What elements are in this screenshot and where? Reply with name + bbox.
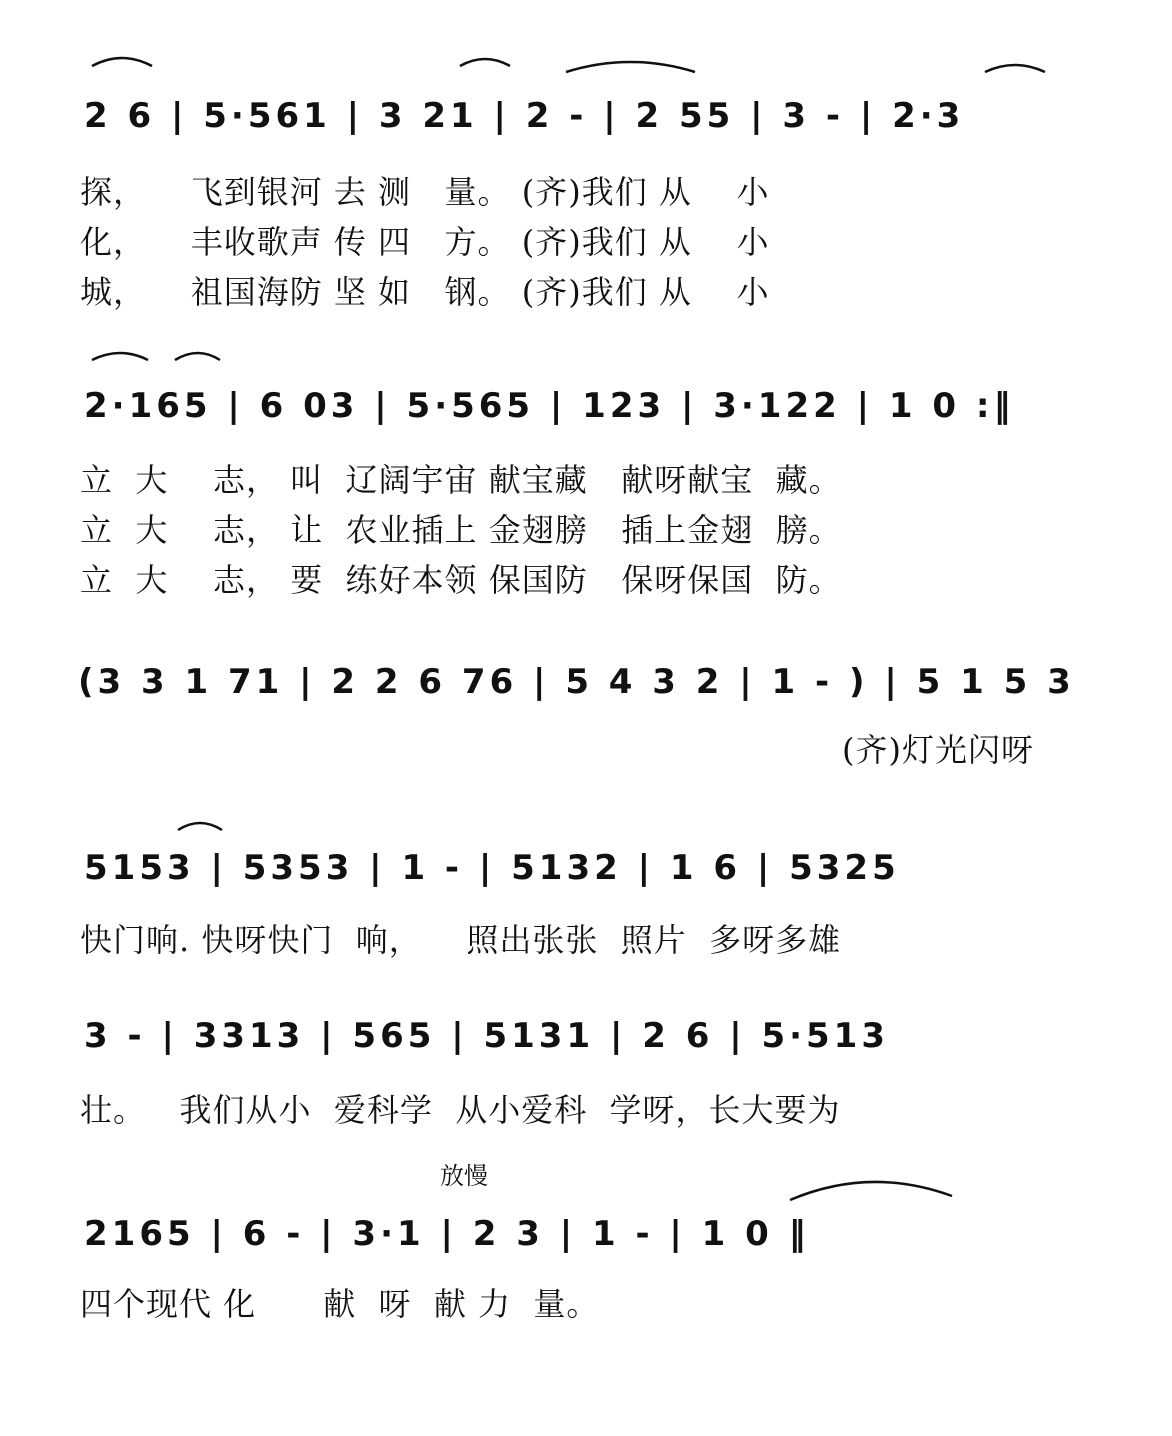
slur-mark	[460, 59, 510, 66]
notation-line-4: 5153 | 5353 | 1 - | 5132 | 1 6 | 5325	[84, 848, 900, 888]
slur-mark	[178, 823, 222, 830]
lyric-line-1-verse-3: 城， 祖国海防 坚 如 钢。 (齐)我们 从 小	[80, 273, 770, 311]
slur-mark	[92, 58, 152, 66]
notation-line-3: (3 3 1 71 | 2 2 6 76 | 5 4 3 2 | 1 - ) | 5 1 5 3	[78, 662, 1075, 702]
lyric-line-2-verse-1: 立 大 志， 叫 辽阔宇宙 献宝藏 献呀献宝 藏。	[80, 461, 842, 499]
notation-line-6: 2165 | 6 - | 3·1 | 2 3 | 1 - | 1 0 ‖	[84, 1214, 810, 1254]
slur-mark	[175, 353, 220, 360]
lyric-line-5: 壮。 我们从小 爱科学 从小爱科 学呀，长大要为	[80, 1091, 841, 1129]
lyric-line-3: (齐)灯光闪呀	[842, 731, 1034, 769]
notation-line-1: 2 6 | 5·561 | 3 21 | 2 - | 2 55 | 3 - | 2·3	[84, 96, 965, 136]
notation-line-2: 2·165 | 6 03 | 5·565 | 123 | 3·122 | 1 0 :‖	[84, 386, 1015, 426]
lyric-line-4: 快门响. 快呀快门 响， 照出张张 照片 多呀多雄	[80, 921, 842, 959]
lyric-line-1-verse-2: 化， 丰收歌声 传 四 方。 (齐)我们 从 小	[80, 223, 770, 261]
slur-mark	[790, 1182, 952, 1200]
tempo-marking: 放慢	[440, 1162, 488, 1190]
lyric-line-1-verse-1: 探， 飞到银河 去 测 量。 (齐)我们 从 小	[80, 173, 770, 211]
slur-mark	[92, 353, 148, 360]
slur-mark	[985, 65, 1045, 72]
notation-line-5: 3 - | 3313 | 565 | 5131 | 2 6 | 5·513	[84, 1016, 889, 1056]
lyric-line-2-verse-2: 立 大 志， 让 农业插上 金翅膀 插上金翅 膀。	[80, 511, 842, 549]
lyric-line-6: 四个现代 化 献 呀 献 力 量。	[80, 1285, 600, 1323]
lyric-line-2-verse-3: 立 大 志， 要 练好本领 保国防 保呀保国 防。	[80, 561, 842, 599]
slur-mark	[566, 62, 695, 72]
